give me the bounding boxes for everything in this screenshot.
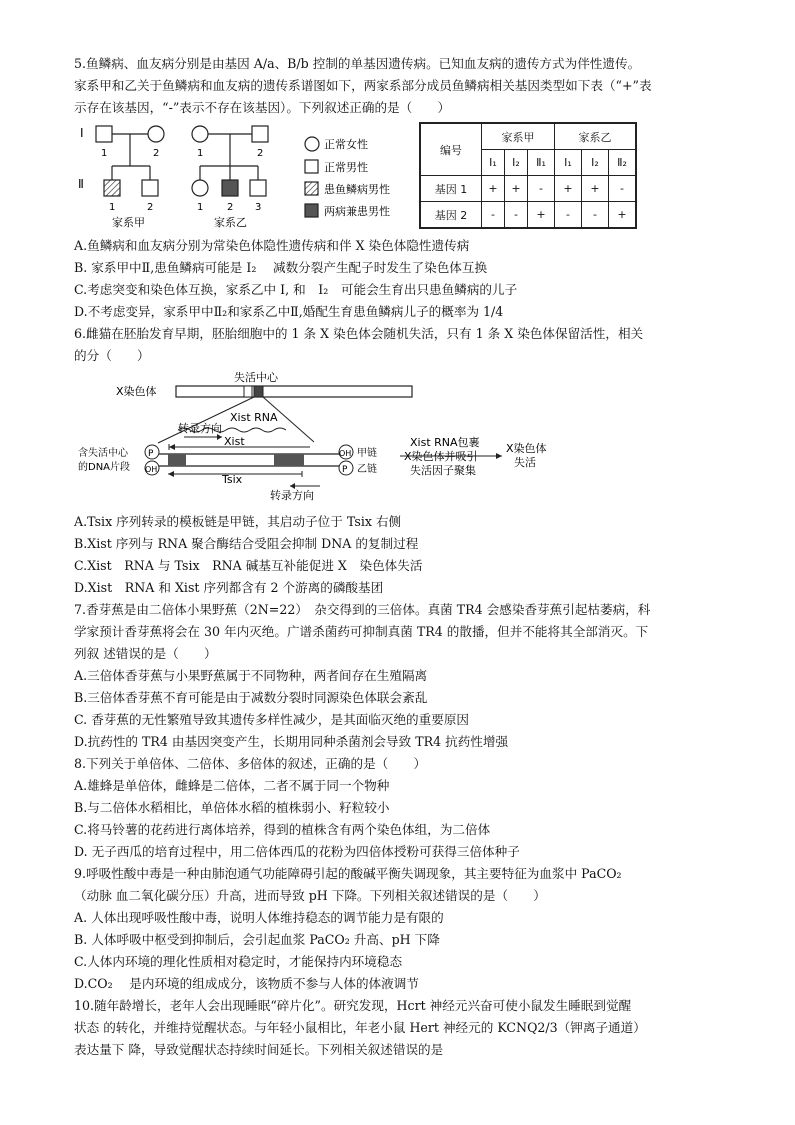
table-col-header: I₁ xyxy=(555,150,582,176)
fam-b-num: 2 xyxy=(257,148,264,159)
legend-label: 患鱼鳞病男性 xyxy=(324,183,390,196)
q8-option-b: B.与二倍体水稻相比，单倍体水稻的植株弱小、籽粒较小 xyxy=(74,800,390,815)
chain-b-label: 乙链 xyxy=(357,464,377,475)
legend-label: 正常女性 xyxy=(324,138,368,151)
family-b-pedigree xyxy=(192,126,268,229)
q7-option-a: A.三倍体香芽蕉与小果野蕉属于不同物种，两者间存在生殖隔离 xyxy=(74,668,428,683)
mid-text-2: X染色体并吸引 xyxy=(404,450,478,463)
dir-bottom-label: 转录方向 xyxy=(270,489,314,502)
table-cell: - xyxy=(482,202,505,229)
fam-b-num: 3 xyxy=(255,202,262,213)
q6-option-a: A.Tsix 序列转录的模板链是甲链，其启动子位于 Tsix 右侧 xyxy=(74,514,402,529)
table-cell: - xyxy=(609,176,637,202)
center-label: 失活中心 xyxy=(234,371,278,384)
p-label: P xyxy=(148,449,154,459)
legend-both-diseases-male-icon xyxy=(305,204,318,217)
legend-normal-female-icon xyxy=(305,137,319,151)
q7-stem-line2: 学家预计香芽蕉将会在 30 年内灭绝。广谱杀菌药可抑制真菌 TR4 的散播，但并不能将其全部消灭。下 xyxy=(74,624,649,639)
q5-option-d: D.不考虑变异，家系甲中Ⅱ₂和家系乙中Ⅱ,婚配生育患鱼鳞病儿子的概率为 1/4 xyxy=(74,304,504,319)
genotype-table xyxy=(419,122,637,229)
fam-a-num: 1 xyxy=(101,148,108,159)
inactivation-center-block xyxy=(254,386,263,397)
fam-a-i2-female xyxy=(148,126,164,142)
fam-a-num: 2 xyxy=(153,148,160,159)
pedigree-figure xyxy=(74,120,414,235)
dna-label-1: 含失活中心 xyxy=(78,448,128,459)
right-text-1: X染色体 xyxy=(506,442,547,455)
fam-b-i1-female xyxy=(192,126,208,142)
legend-ichthyosis-male-icon xyxy=(305,182,318,195)
q7-stem-line1: 7.香芽蕉是由二倍体小果野蕉（2N=22） 杂交得到的三倍体。真菌 TR4 会感染香芽蕉引起枯萎病，科 xyxy=(74,602,651,617)
dir-top-label: 转录方向 xyxy=(178,422,222,435)
fam-a-label: 家系甲 xyxy=(112,216,145,229)
q9-option-c: C.人体内环境的理化性质相对稳定时，才能保持内环境稳态 xyxy=(74,954,403,969)
q6-option-c: C.Xist RNA 与 Tsix RNA 碱基互补能促进 X 染色体失活 xyxy=(74,558,423,573)
table-cell: + xyxy=(555,176,582,202)
gen-label-1: I xyxy=(80,126,84,140)
table-cell: + xyxy=(582,176,609,202)
q7-option-d: D.抗药性的 TR4 由基因突变产生，长期用同种杀菌剂会导致 TR4 抗药性增强 xyxy=(74,734,509,749)
fam-a-i1-male xyxy=(96,126,112,142)
q6-option-b: B.Xist 序列与 RNA 聚合酶结合受阻会抑制 DNA 的复制过程 xyxy=(74,536,419,551)
table-cell: - xyxy=(528,176,555,202)
legend-label: 两病兼患男性 xyxy=(324,205,390,218)
fam-a-num: 2 xyxy=(147,202,154,213)
table-fam-a-header: 家系甲 xyxy=(482,123,555,150)
q8-stem: 8.下列关于单倍体、二倍体、多倍体的叙述，正确的是（ ） xyxy=(74,756,427,771)
table-row xyxy=(420,202,636,229)
q5-stem-line1: 5.鱼鳞病、血友病分别是由基因 A/a、B/b 控制的单基因遗传病。已知血友病的遗传方式为伴性遗传。 xyxy=(74,56,641,71)
q10-stem-line1: 10.随年龄增长，老年人会出现睡眠“碎片化”。研究发现，Hcrt 神经元兴奋可使小鼠发生睡眠到觉醒 xyxy=(74,998,632,1013)
q7-stem-line3: 列叙 述错误的是（ ） xyxy=(74,646,217,661)
fam-b-ii1-female xyxy=(192,180,208,196)
p-label: P xyxy=(342,465,348,475)
fam-b-num: 2 xyxy=(227,202,234,213)
table-corner: 编号 xyxy=(420,123,482,176)
x-chrom-label: X染色体 xyxy=(116,385,157,398)
fam-b-num: 1 xyxy=(197,148,204,159)
pedigree-legend xyxy=(305,137,390,218)
fam-b-num: 1 xyxy=(197,202,204,213)
tsix-label: Tsix xyxy=(222,473,243,486)
oh-label: OH xyxy=(339,449,352,458)
q10-stem-line3: 表达量下 降，导致觉醒状态持续时间延长。下列相关叙述错误的是 xyxy=(74,1042,444,1057)
table-col-header: I₁ xyxy=(482,150,505,176)
table-cell: - xyxy=(555,202,582,229)
table-cell: + xyxy=(528,202,555,229)
table-row-name: 基因 1 xyxy=(420,176,482,202)
xist-figure xyxy=(74,368,554,508)
fam-b-i2-male xyxy=(252,126,268,142)
fam-b-ii3-male xyxy=(250,180,266,196)
fam-b-ii2-both-diseases-male xyxy=(222,180,238,196)
fam-a-ii2-male xyxy=(142,180,158,196)
q9-stem-line2: （动脉 血二氧化碳分压）升高，进而导致 pH 下降。下列相关叙述错误的是（ ） xyxy=(74,888,546,903)
legend-label: 正常男性 xyxy=(324,161,368,174)
table-row xyxy=(420,176,636,202)
q10-stem-line2: 状态 的转化，并维持觉醒状态。与年轻小鼠相比，年老小鼠 Hert 神经元的 KCNQ2/3（钾离子通道） xyxy=(74,1020,646,1035)
mid-text-1: Xist RNA包裹 xyxy=(410,436,480,449)
q6-stem-line1: 6.雌猫在胚胎发育早期，胚胎细胞中的 1 条 X 染色体会随机失活，只有 1 条 X 染色体保留活性，相关 xyxy=(74,326,644,341)
q5-option-a: A.鱼鳞病和血友病分别为常染色体隐性遗传病和伴 X 染色体隐性遗传病 xyxy=(74,238,470,253)
q9-stem-line1: 9.呼吸性酸中毒是一种由肺泡通气功能障碍引起的酸碱平衡失调现象，其主要特征为血浆中 PaCO₂ xyxy=(74,866,622,881)
dna-block-left xyxy=(168,454,186,466)
family-a-pedigree xyxy=(96,126,164,229)
table-col-header: I₂ xyxy=(582,150,609,176)
dna-block-right xyxy=(274,454,304,466)
gen-label-2: Ⅱ xyxy=(78,177,84,191)
q8-option-a: A.雄蜂是单倍体，雌蜂是二倍体，二者不属于同一个物种 xyxy=(74,778,390,793)
q5-option-b: B. 家系甲中Ⅱ,患鱼鳞病可能是 I₂ 减数分裂产生配子时发生了染色体互换 xyxy=(74,260,488,275)
table-col-header: Ⅱ₁ xyxy=(528,150,555,176)
fam-a-ii1-ichthyosis-male xyxy=(104,180,120,196)
fam-a-num: 1 xyxy=(109,202,116,213)
mid-text-3: 失活因子聚集 xyxy=(410,464,476,477)
table-cell: + xyxy=(505,176,528,202)
q6-stem-line2: 的分（ ） xyxy=(74,348,150,363)
xist-label: Xist xyxy=(224,435,245,448)
centromere-white xyxy=(244,386,252,397)
table-fam-b-header: 家系乙 xyxy=(555,123,637,150)
x-chromosome-bar xyxy=(176,386,412,397)
q5-option-c: C.考虑突变和染色体互换，家系乙中 I, 和 I₂ 可能会生育出只患鱼鳞病的儿子 xyxy=(74,282,518,297)
table-cell: - xyxy=(582,202,609,229)
q5-stem-line2: 家系甲和乙关于鱼鳞病和血友病的遗传系谱图如下，两家系部分成员鱼鳞病相关基因类型如下表（“+”表 xyxy=(74,78,652,93)
table-row-name: 基因 2 xyxy=(420,202,482,229)
table-cell: + xyxy=(609,202,637,229)
q8-option-c: C.将马铃薯的花药进行离体培养，得到的植株含有两个染色体组，为二倍体 xyxy=(74,822,491,837)
table-cell: + xyxy=(482,176,505,202)
table-col-header: Ⅱ₂ xyxy=(609,150,637,176)
q8-option-d: D. 无子西瓜的培育过程中，用二倍体西瓜的花粉为四倍体授粉可获得三倍体种子 xyxy=(74,844,520,859)
q9-option-a: A. 人体出现呼吸性酸中毒，说明人体维持稳态的调节能力是有限的 xyxy=(74,910,444,925)
q7-option-c: C. 香芽蕉的无性繁殖导致其遗传多样性减少，是其面临灭绝的重要原因 xyxy=(74,712,470,727)
legend-normal-male-icon xyxy=(305,160,318,173)
q7-option-b: B.三倍体香芽蕉不育可能是由于减数分裂时同源染色体联会紊乱 xyxy=(74,690,428,705)
xist-rna-label: Xist RNA xyxy=(230,411,278,424)
q5-stem-line3: 示存在该基因，“-”表示不存在该基因）。下列叙述正确的是（ ） xyxy=(74,100,451,115)
q9-option-d: D.CO₂ 是内环境的组成成分，该物质不参与人体的体液调节 xyxy=(74,976,419,991)
oh-label: OH xyxy=(145,465,158,474)
chain-a-label: 甲链 xyxy=(357,448,377,459)
q6-option-d: D.Xist RNA 和 Xist 序列都含有 2 个游离的磷酸基团 xyxy=(74,580,384,595)
fam-b-label: 家系乙 xyxy=(214,216,247,229)
table-col-header: I₂ xyxy=(505,150,528,176)
q9-option-b: B. 人体呼吸中枢受到抑制后，会引起血浆 PaCO₂ 升高、pH 下降 xyxy=(74,932,440,947)
table-cell: - xyxy=(505,202,528,229)
dna-label-2: 的DNA片段 xyxy=(78,462,131,473)
right-text-2: 失活 xyxy=(514,456,536,469)
